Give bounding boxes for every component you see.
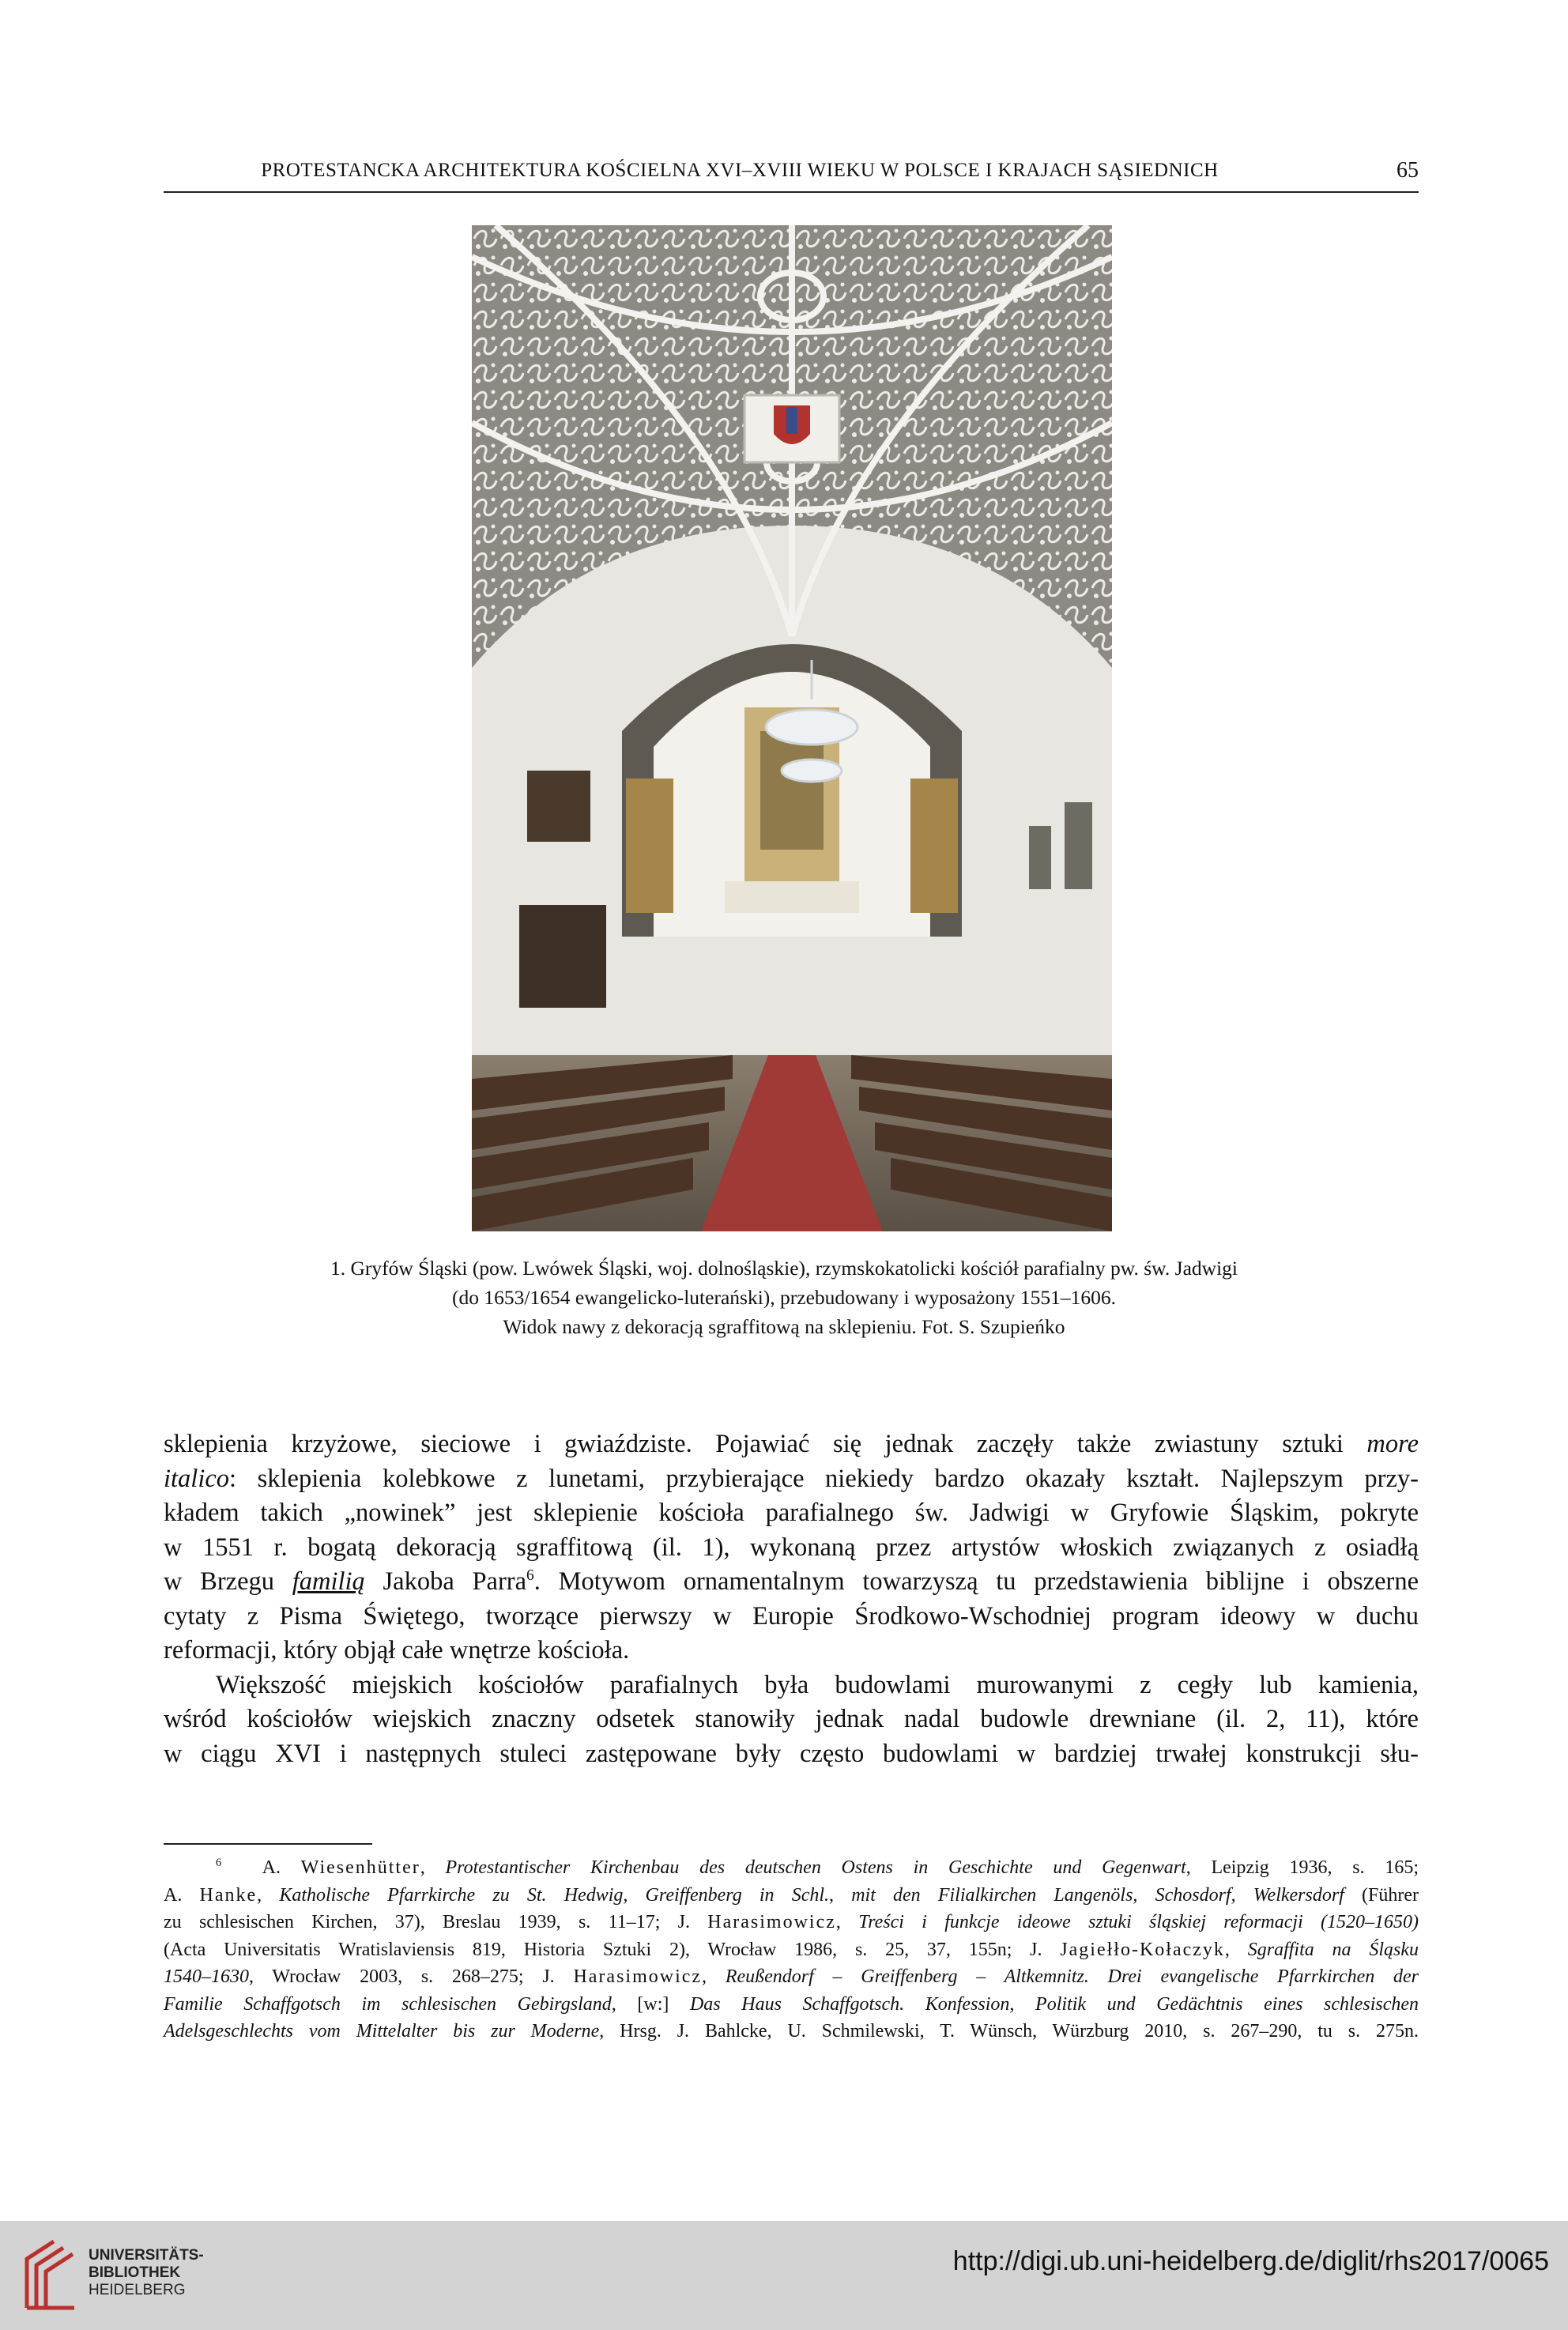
footnote-line: $^6$ A. Wiesenhütter, Protestantischer Kirchenbau des deutschen Ostens in Geschichte und Gegenwart, Leipzig 1936, s. 165; [216, 1857, 1419, 1878]
footnote-line: (Acta Universitatis Wratislaviensis 819, Historia Sztuki 2), Wrocław 1986, s. 25, 37, 155n; J. Jagiełło-Kołaczyk, Sgraffita na Śląsku [164, 1939, 1419, 1960]
source-url-link[interactable]: http://digi.ub.uni-heidelberg.de/diglit/rhs2017/0065 [952, 2246, 1549, 2276]
caption-line: 1. Gryfów Śląski (pow. Lwówek Śląski, woj. dolnośląskie), rzymskokatolicki kościół parafialny pw. św. Jadwigi [330, 1257, 1238, 1280]
caption-line: Widok nawy z dekoracją sgraffitową na sklepieniu. Fot. S. Szupieńko [503, 1315, 1065, 1338]
page-number: 65 [1396, 158, 1419, 183]
library-logo-icon [22, 2235, 79, 2318]
library-footer [0, 2221, 1568, 2330]
footnote-line: Familie Schaffgotsch im schlesischen Gebirgsland, [w:] Das Haus Schaffgotsch. Konfession, Politik und Gedächtnis eines schlesischen [164, 1993, 1419, 2015]
body-line: cytaty z Pisma Świętego, tworzące pierwszy w Europie Środkowo-Wschodniej program ideowy w duchu [164, 1601, 1419, 1631]
body-line: w 1551 r. bogatą dekoracją sgraffitową (il. 1), wykonaną przez artystów włoskich związanych z osiadłą [164, 1533, 1419, 1562]
footnote-number: 6 [216, 1857, 222, 1869]
body-line: wśród kościołów wiejskich znaczny odsetek stanowiły jednak nadal budowle drewniane (il. 2, 11), które [164, 1705, 1419, 1733]
church-interior-photo [472, 225, 1112, 1231]
footnote-reference: 6 [526, 1567, 534, 1585]
caption-line: (do 1653/1654 ewangelicko-luterański), przebudowany i wyposażony 1551–1606. [452, 1286, 1116, 1309]
footnote [164, 1854, 1419, 2045]
footnote-line: zu schlesischen Kirchen, 37), Breslau 1939, s. 11–17; J. Harasimowicz, Treści i funkcje ideowe sztuki śląskiej reformacji (1520–1650) [164, 1912, 1419, 1932]
footnote-line: A. Hanke, Katholische Pfarrkirche zu St. Hedwig, Greiffenberg in Schl., mit den Filialkirchen Langenöls, Schosdorf, Welkersdorf (Führer [164, 1884, 1419, 1906]
body-line: reformacji, który objął całe wnętrze kościoła. [164, 1636, 630, 1665]
body-line: kładem takich „nowinek” jest sklepienie kościoła parafialnego św. Jadwigi w Gryfowie Śląskim, pokryte [164, 1499, 1419, 1527]
footnote-line: 1540–1630, Wrocław 2003, s. 268–275; J. Harasimowicz, Reußendorf – Greiffenberg – Altkemnitz. Drei evangelische Pfarrkirchen der [164, 1966, 1419, 1987]
body-line: sklepienia krzyżowe, sieciowe i gwiaździste. Pojawiać się jednak zaczęły także zwiastuny sztuki more [164, 1430, 1419, 1458]
body-line: italico: sklepienia kolebkowe z lunetami, przybierające niekiedy bardzo okazały kształt. Najlepszym przy- [164, 1464, 1419, 1493]
library-logo-text: UNIVERSITÄTS- BIBLIOTHEK HEIDELBERG [89, 2247, 204, 2298]
body-line: Większość miejskich kościołów parafialnych była budowlami murowanymi z cegły lub kamienia, [216, 1670, 1419, 1699]
figure-caption [182, 1254, 1386, 1341]
body-line: w Brzegu familią Jakoba Parra$^6$. Motywom ornamentalnym towarzyszą tu przedstawienia biblijne i obszerne [164, 1567, 1419, 1596]
running-header [164, 155, 1419, 193]
running-header-title: PROTESTANCKA ARCHITEKTURA KOŚCIELNA XVI–XVIII WIEKU W POLSCE I KRAJACH SĄSIEDNICH [261, 160, 1219, 181]
footnote-line: Adelsgeschlechts vom Mittelalter bis zur Moderne, Hrsg. J. Bahlcke, U. Schmilewski, T. Wünsch, Würzburg 2010, s. 267–290, tu s. 275n. [164, 2021, 1419, 2042]
footnote-divider [164, 1843, 372, 1845]
body-line: w ciągu XVI i następnych stuleci zastępowane były często budowlami w bardziej trwałej konstrukcji słu- [164, 1739, 1419, 1768]
body-text [164, 1427, 1419, 1771]
